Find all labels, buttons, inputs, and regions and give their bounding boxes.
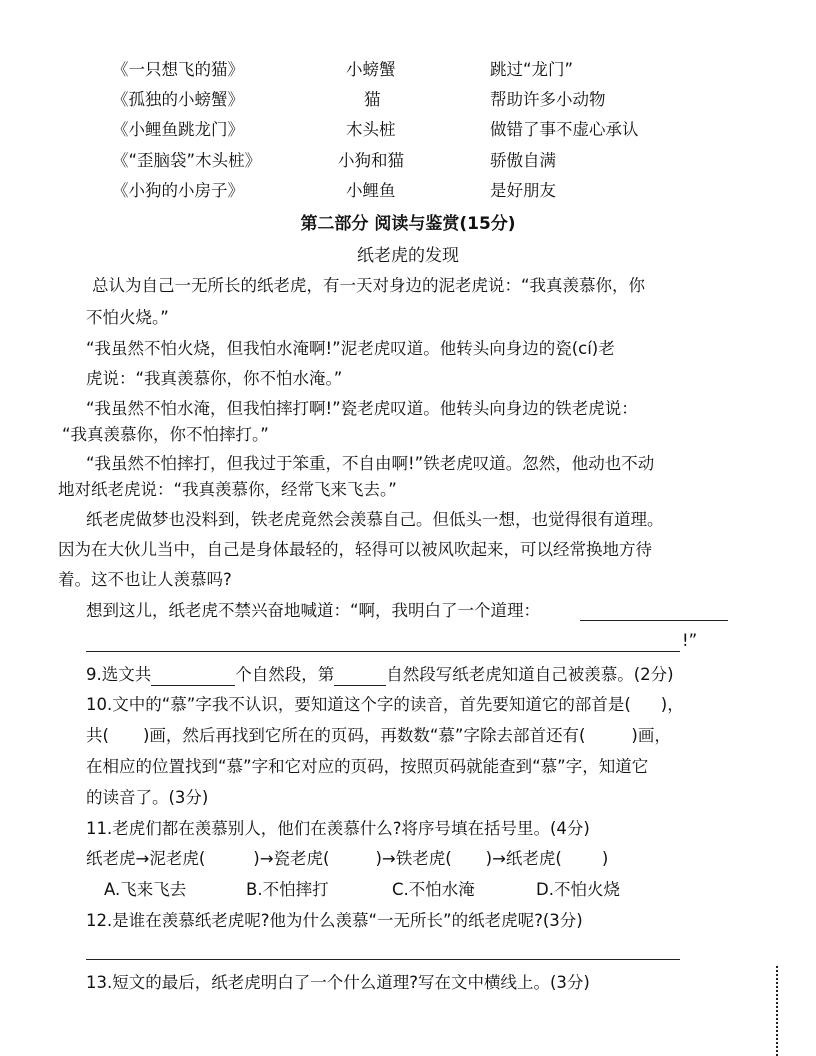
section-title: 第二部分 阅读与鉴赏(15分) — [300, 214, 516, 234]
question-9 — [86, 664, 674, 686]
question-9-text: 自然段写纸老虎知道自己被羡慕。(2分) — [386, 665, 674, 684]
story-paragraph: “我真羡慕你，你不怕摔打。” — [62, 425, 269, 444]
story-paragraph: 因为在大伙儿当中，自己是身体最轻的，轻得可以被风吹起来，可以经常换地方待 — [58, 540, 652, 559]
chain-text: 纸老虎→泥老虎( — [86, 849, 206, 868]
question-12-text: 12.是谁在羡慕纸老虎呢?他为什么羡慕“一无所长”的纸老虎呢?(3分) — [86, 911, 583, 930]
trait-text: 跳过“龙门” — [490, 60, 574, 79]
story-paragraph: 虎说：“我真羡慕你，你不怕水淹。” — [86, 369, 343, 388]
character-name: 木头桩 — [346, 120, 396, 139]
answer-blank-line[interactable] — [86, 651, 680, 652]
story-paragraph: 不怕火烧。” — [86, 308, 169, 327]
book-title: 《一只想飞的猫》 — [112, 60, 244, 79]
character-name: 小狗和猫 — [338, 151, 404, 170]
story-paragraph: 着。这不也让人羡慕吗? — [58, 570, 232, 589]
character-name: 小鲤鱼 — [346, 181, 396, 200]
character-name: 猫 — [364, 90, 381, 109]
story-title: 纸老虎的发现 — [357, 246, 459, 266]
option-b: B.不怕摔打 — [246, 880, 329, 899]
story-paragraph: “我虽然不怕水淹，但我怕摔打啊!”瓷老虎叹道。他转头向身边的铁老虎说： — [86, 399, 638, 418]
book-title: 《小鲤鱼跳龙门》 — [112, 120, 244, 139]
chain-text: ) — [601, 849, 609, 868]
story-paragraph: 总认为自己一无所长的纸老虎，有一天对身边的泥老虎说：“我真羡慕你，你 — [92, 276, 646, 295]
question-13-text: 13.短文的最后，纸老虎明白了一个什么道理?写在文中横线上。(3分) — [86, 973, 590, 992]
question-10-text: )， — [660, 695, 684, 714]
story-paragraph: 想到这儿，纸老虎不禁兴奋地喊道：“啊，我明白了一个道理： — [86, 601, 541, 620]
question-9-text: 个自然段，第 — [235, 665, 335, 684]
answer-blank-line[interactable] — [86, 959, 680, 960]
book-title: 《孤独的小螃蟹》 — [112, 90, 244, 109]
character-name: 小螃蟹 — [346, 60, 396, 79]
question-10-text: 共( — [86, 726, 109, 745]
question-11-text: 11.老虎们都在羡慕别人，他们在羡慕什么?将序号填在括号里。(4分) — [86, 819, 590, 838]
story-paragraph-end: !” — [682, 631, 698, 650]
answer-blank-line[interactable] — [580, 620, 728, 621]
option-c: C.不怕水淹 — [392, 880, 475, 899]
answer-blank[interactable] — [151, 667, 235, 686]
binding-margin-dotted-line — [776, 966, 778, 1056]
story-paragraph: 地对纸老虎说：“我真羡慕你，经常飞来飞去。” — [58, 480, 397, 499]
chain-text: )→瓷老虎( — [253, 849, 330, 868]
question-9-text: 9.选文共 — [86, 665, 152, 684]
chain-text: )→纸老虎( — [485, 849, 562, 868]
book-title: 《“歪脑袋”木头桩》 — [112, 151, 262, 170]
option-a: A.飞来飞去 — [104, 880, 187, 899]
question-10-text: 的读音了。(3分) — [86, 788, 209, 807]
trait-text: 骄傲自满 — [490, 151, 556, 170]
trait-text: 是好朋友 — [490, 181, 556, 200]
question-10-text: 10.文中的“慕”字我不认识，要知道这个字的读音，首先要知道它的部首是( — [86, 695, 631, 714]
story-paragraph: 纸老虎做梦也没料到，铁老虎竟然会羡慕自己。但低头一想，也觉得很有道理。 — [86, 510, 664, 529]
chain-text: )→铁老虎( — [375, 849, 452, 868]
question-10 — [86, 694, 684, 716]
trait-text: 做错了事不虚心承认 — [490, 120, 639, 139]
answer-blank[interactable] — [334, 667, 386, 686]
question-11-chain — [86, 848, 608, 870]
book-title: 《小狗的小房子》 — [112, 181, 244, 200]
question-10 — [86, 725, 671, 747]
option-d: D.不怕火烧 — [536, 880, 620, 899]
question-10-text: )画， — [631, 726, 671, 745]
story-paragraph: “我虽然不怕摔打，但我过于笨重，不自由啊!”铁老虎叹道。忽然，他动也不动 — [86, 454, 655, 473]
question-10-text: )画，然后再找到它所在的页码，再数数“慕”字除去部首还有( — [142, 726, 586, 745]
question-10-text: 在相应的位置找到“慕”字和它对应的页码，按照页码就能查到“慕”字，知道它 — [86, 757, 649, 776]
story-paragraph: “我虽然不怕火烧，但我怕水淹啊!”泥老虎叹道。他转头向身边的瓷(cí)老 — [86, 339, 615, 358]
trait-text: 帮助许多小动物 — [490, 90, 606, 109]
